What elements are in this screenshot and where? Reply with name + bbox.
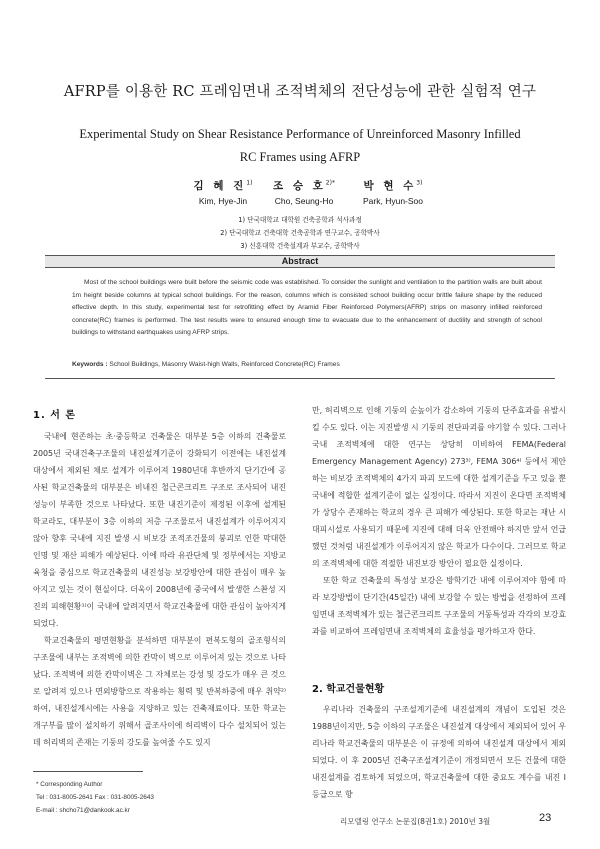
footnote-rule — [33, 771, 143, 772]
footnote-email: E-mail : shcho71@dankook.ac.kr — [36, 807, 130, 814]
keywords-label: Keywords : — [72, 361, 108, 368]
abstract-text: Most of the school buildings were built before the seismic code was established. To consider the sunlight and ventilation to the partition walls are built about 1m height beside columns at typical school buildings. For the reason, columns which is consisted school building occur brittle failure shape by the reduced effective depth. In this study, experimental test for retrofitting effect by Aramid Fiber Reinforced Polymers(AFRP) strips on masonry infilled reinforced concrete(RC) frames is performed. The test results were to ensured enough time to evacuate due to the enhancement of ductility and strength of school buildings to withstand earthquakes using AFRP strips. — [72, 279, 542, 336]
paper-title-korean: AFRP를 이용한 RC 프레임면내 조적벽체의 전단성능에 관한 실험적 연구 — [63, 84, 537, 100]
author-1-name: 김 혜 진 — [193, 180, 247, 192]
author-2-name: 조 승 호 — [273, 180, 326, 192]
paper-title-english — [40, 123, 560, 169]
author-3 — [338, 178, 448, 206]
author-1-sup: 1) — [246, 179, 253, 187]
author-3-name-en: Park, Hyun-Soo — [363, 196, 423, 206]
title-en-line-2: RC Frames using AFRP — [239, 150, 361, 164]
section-1-paragraph-4: 또한 학교 건축물의 특성상 보강은 방학기간 내에 이루어져야 함에 따라 보강방법이 단기간(45일간) 내에 보강할 수 있는 방법을 선정하여 프레임면내 조적벽체가 있는 철근콘크리트 구조물의 거동특성과 각각의 보강효과를 비교하여 프레임면내 조적벽체의 효율성을 평가하고자 한다. — [312, 576, 566, 636]
author-3-sup: 3) — [416, 179, 423, 187]
keywords-text: School Buildings, Masonry Waist-high Walls, Reinforced Concrete(RC) Frames — [109, 361, 340, 368]
abstract-bottom-rule — [45, 378, 555, 379]
title-en-line-1: Experimental Study on Shear Resistance Performance of Unreinforced Masonry Infilled — [79, 127, 521, 141]
affiliation-1: 1) 단국대학교 대학원 건축공학과 석사과정 — [238, 216, 362, 224]
section-2-paragraph-1: 우리나라 건축물의 구조설계기준에 내진설계의 개념이 도입된 것은 1988년이지만, 5층 이하의 구조물은 내진설계 대상에서 제외되어 있어 우리나라 학교건축물의 대부분은 이 규정에 의하여 내진설계 대상에서 제외되었다. 이 후 2005년 건축구조설계기준이 개정되면서 모든 건물에 대한 내진설계를 검토하게 되었으며, 학교건축물에 대한 중요도 계수를 내진 I 등급으로 향 — [312, 705, 566, 799]
abstract-heading: Abstract — [281, 256, 319, 266]
footnote-corresponding-author: * Corresponding Author — [36, 781, 103, 788]
journal-footer: 리모델링 연구소 논문집(8권1호) 2010년 3월 — [340, 817, 491, 826]
section-1-heading: 1. 서 론 — [33, 410, 77, 421]
section-1-right-column — [312, 402, 566, 640]
page-number: 23 — [539, 812, 552, 824]
author-3-name: 박 현 수 — [363, 180, 417, 192]
abstract-body — [72, 277, 542, 340]
affiliation-2: 2) 단국대학교 건축대학 건축공학과 연구교수, 공학박사 — [220, 229, 380, 237]
footnote-phone: Tel : 031-8005-2641 Fax : 031-8005-2643 — [36, 794, 154, 801]
author-1-name-en: Kim, Hye-Jin — [198, 196, 248, 206]
keywords-line — [72, 361, 552, 368]
footnote — [36, 778, 286, 817]
section-1-paragraph-2: 학교건축물의 평면현황을 분석하면 대부분이 편복도형의 골조형식의 구조물에 내부는 조적벽에 의한 칸막이 벽으로 이루어져 있는 것으로 나타났다. 조적벽에 의한 칸막이벽은 그 자체로는 강성 및 강도가 매우 큰 것으로 알려져 있으나 면외방향으로 작용하는 횡력 및 반복하중에 매우 취약²⁾하여, 내진설계시에는 사용을 지양하고 있는 건축재료이다. 또한 학교는 개구부를 많이 설치하기 위해서 골조사이에 허리벽이 다수 설치되어 있는데 허리벽의 존재는 기둥의 강도를 높여줄 수도 있지 — [33, 636, 286, 747]
section-1-paragraph-1: 국내에 현존하는 초·중등학교 건축물은 대부분 5층 이하의 건축물로 2005년 국내건축구조물의 내진설계기준이 강화되기 이전에는 내진설계대상에서 제외된 채로 설계가 이루어져 1980년대 후반까지 단기간에 공사된 학교건축물의 대부분은 비내진 철근콘크리트 구조로 조사되어 내진성능이 부족한 것으로 나타났다. 또한 내진기준이 제정된 이후에 설계된 학교라도, 대부분이 3층 이하의 저층 구조물로서 내진설계가 이루어지지 않아 향후 국내에 지진 발생 시 비보강 조적조건물의 붕괴로 인한 막대한 인명 및 재산 피해가 예상된다. 이에 따라 유관단체 및 정부에서는 지방교육청을 중심으로 학교건축물의 내진성능 보강방안에 대한 관심이 매우 높아지고 있는 것이 현실이다. 더욱이 2008년에 중국에서 발생한 스촨성 지진의 피해현황¹⁾이 국내에 알려지면서 학교건축물에 대한 관심이 높아지게 되었다. — [33, 432, 286, 628]
affiliations — [0, 214, 600, 253]
section-1-left-column — [33, 428, 286, 751]
section-2-body — [312, 701, 566, 803]
author-2-name-en: Cho, Seung-Ho — [274, 196, 334, 206]
affiliation-3: 3) 신흥대학 건축설계과 부교수, 공학박사 — [240, 242, 360, 250]
section-2-heading: 2. 학교건물현황 — [312, 684, 385, 695]
author-2-sup: 2)* — [325, 179, 335, 187]
section-1-paragraph-3: 만, 허리벽으로 인해 기둥의 순높이가 감소하여 기둥의 단주효과를 유발시킬 수도 있다. 이는 지진발생 시 기둥의 전단파괴를 야기할 수 있다. 그러나 국내 조적벽체에 대한 연구는 상당히 미비하여 FEMA(Federal Emergency Management Agency) 273³⁾, FEMA 306⁴⁾ 등에서 제안하는 비보강 조적벽체의 4가지 파괴 모드에 대한 설계기준을 두고 있을 뿐 국내에 적합한 설계기준이 없는 실정이다. 따라서 지진이 온다면 조적벽체가 상당수 존재하는 학교의 경우 큰 피해가 예상된다. 또한 학교는 재난 시 대피시설로 사용되기 때문에 지진에 대해 더욱 안전해야 하지만 앞서 언급했던 것처럼 내진설계가 이루어지지 않은 학교가 다수이다. 그러므로 학교의 조적벽체에 대한 적절한 내진보강 방안이 필요한 실정이다. — [312, 406, 566, 568]
